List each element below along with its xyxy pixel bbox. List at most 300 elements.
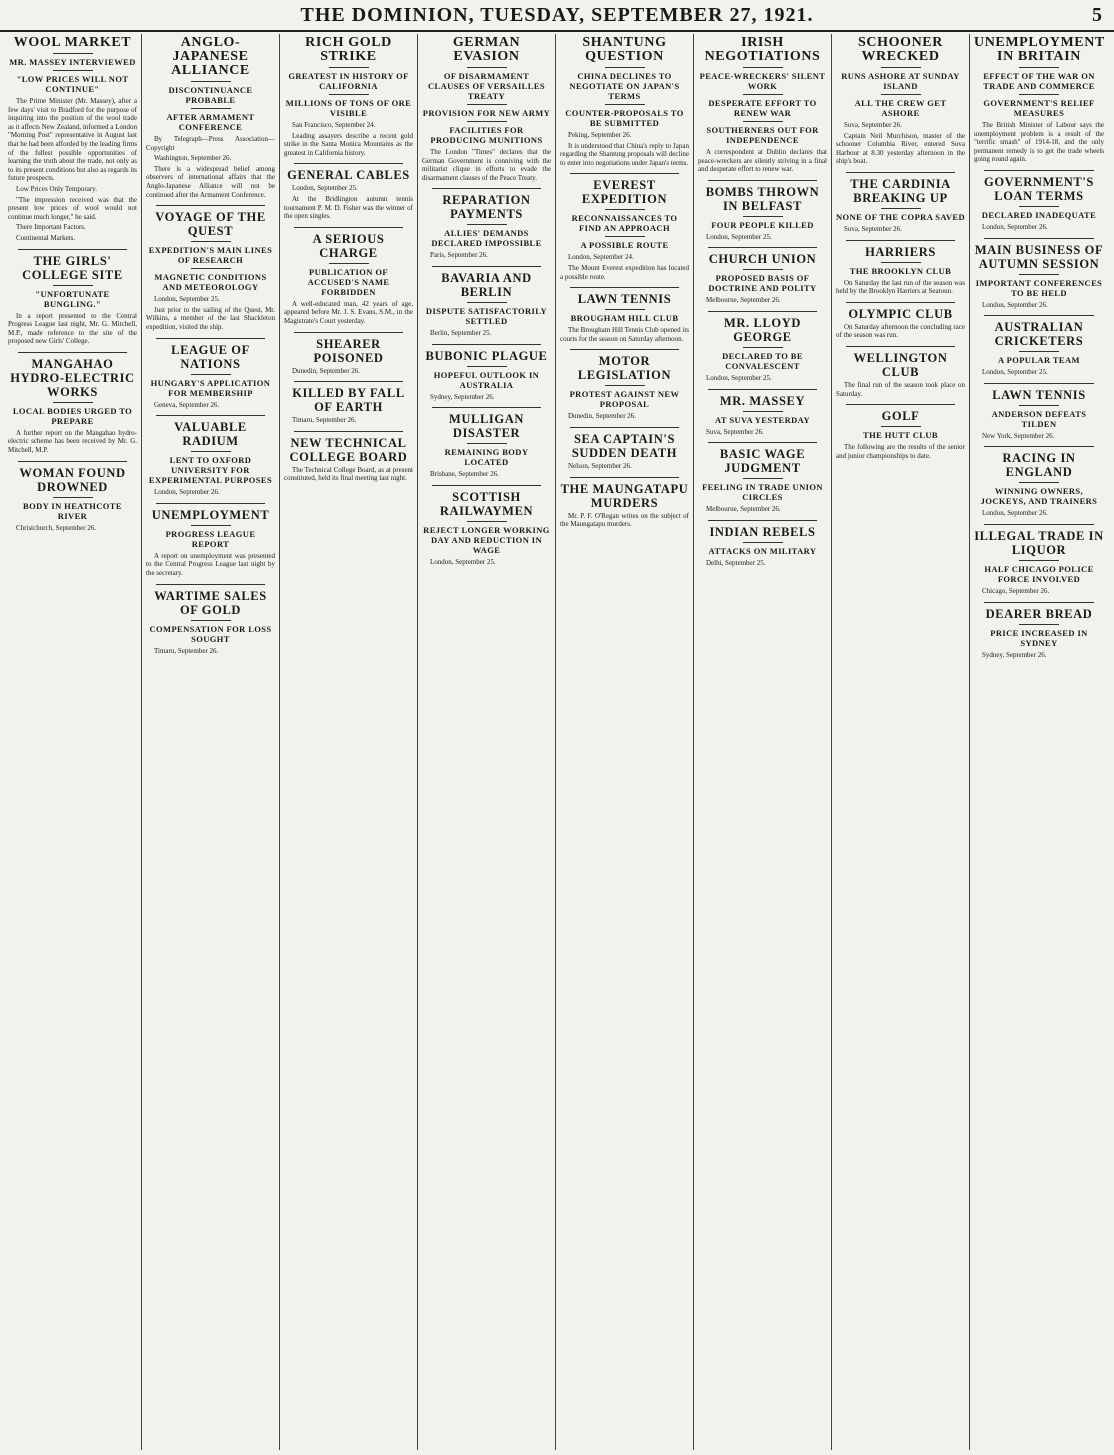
paragraph: There Important Factors. bbox=[16, 223, 86, 232]
article-divider bbox=[708, 180, 817, 181]
headline: THE MAUNGATAPU MURDERS bbox=[560, 481, 689, 510]
paragraph: Suva, September 26. bbox=[706, 427, 764, 436]
article-divider bbox=[570, 349, 679, 350]
article bbox=[146, 205, 275, 331]
column-1 bbox=[4, 34, 142, 1450]
article-divider bbox=[846, 404, 955, 405]
article-divider bbox=[18, 352, 127, 353]
article-divider bbox=[570, 173, 679, 174]
paragraph: The Mount Everest expedition has located a possible route. bbox=[560, 263, 689, 281]
subheadline: REMAINING BODY LOCATED bbox=[444, 447, 529, 468]
article-divider bbox=[294, 381, 403, 382]
deck-divider bbox=[605, 67, 645, 68]
paragraph: London, September 25. bbox=[706, 232, 772, 241]
deck-divider bbox=[467, 104, 507, 105]
headline: SCOTTISH RAILWAYMEN bbox=[439, 489, 534, 518]
paragraph: Paris, September 26. bbox=[430, 251, 488, 260]
article-body bbox=[284, 416, 413, 425]
paragraph: Sydney, September 26. bbox=[982, 650, 1047, 659]
subheadline: AFTER ARMAMENT CONFERENCE bbox=[166, 112, 255, 132]
deck-divider bbox=[605, 236, 645, 237]
subheadline: PROPOSED BASIS OF DOCTRINE AND POLITY bbox=[708, 273, 817, 294]
article-divider bbox=[708, 311, 817, 312]
article bbox=[146, 338, 275, 410]
deck-divider bbox=[881, 426, 921, 427]
article-body bbox=[8, 524, 137, 533]
article-divider bbox=[708, 442, 817, 443]
paragraph: The Prime Minister (Mr. Massey), after a few days' visit to Bradford for the purpose of inquiring into the position of the wool trade as it affects New Zealand, informed a London "Morning Post" representative in August last that he had been afforded by the leading firms of the fullest possible opportunities of learning the truth about the trade, not only as to its present conditions but also as regards its future prospects. bbox=[8, 97, 137, 183]
paragraph: A further report on the Mangahao hydro-electric scheme has been received by Mr. G. Mitchell, M.P. bbox=[8, 428, 137, 455]
headline: KILLED BY FALL OF EARTH bbox=[292, 386, 405, 415]
headline: UNEMPLOYMENT bbox=[151, 507, 270, 522]
article bbox=[422, 485, 551, 567]
article-body bbox=[974, 121, 1104, 164]
headline: WOMAN FOUND DROWNED bbox=[19, 465, 126, 494]
deck-divider bbox=[467, 67, 507, 68]
paragraph: On Saturday afternoon the concluding race of the season was run. bbox=[836, 322, 965, 340]
deck-divider bbox=[1019, 94, 1059, 95]
subheadline: RECONNAISSANCES TO FIND AN APPROACH bbox=[571, 213, 678, 234]
article-body bbox=[560, 131, 689, 167]
article-body bbox=[422, 393, 551, 402]
article-divider bbox=[984, 524, 1094, 525]
deck-divider bbox=[467, 443, 507, 444]
article-divider bbox=[846, 172, 955, 173]
article bbox=[836, 172, 965, 234]
paragraph: On Saturday the last run of the season was held by the Brooklyn Harriers at Seatoun. bbox=[836, 278, 965, 296]
article-body bbox=[422, 251, 551, 260]
headline: MOTOR LEGISLATION bbox=[577, 354, 672, 383]
headline: SHEARER POISONED bbox=[313, 336, 384, 365]
headline: LAWN TENNIS bbox=[577, 292, 672, 307]
deck-divider bbox=[743, 542, 783, 543]
article-divider bbox=[708, 247, 817, 248]
article bbox=[560, 427, 689, 471]
article-body bbox=[560, 512, 689, 529]
paragraph: San Francisco, September 24. bbox=[292, 121, 376, 129]
subheadline: OF DISARMAMENT CLAUSES OF VERSAILLES TREATY bbox=[427, 71, 546, 101]
article-body bbox=[836, 443, 965, 460]
subheadline: IMPORTANT CONFERENCES TO BE HELD bbox=[975, 277, 1103, 298]
headline: IRISH NEGOTIATIONS bbox=[704, 35, 821, 64]
article-body bbox=[560, 412, 689, 421]
headline: THE CARDINIA BREAKING UP bbox=[850, 176, 951, 205]
article bbox=[698, 180, 827, 242]
article bbox=[698, 311, 827, 383]
paragraph: In a report presented to the Central Progress League last night, Mr. G. Mitchell, M.P., made reference to the site of the proposed new Girls' College. bbox=[8, 311, 137, 346]
deck-divider bbox=[191, 108, 231, 109]
deck-divider bbox=[191, 241, 231, 242]
headline: WELLINGTON CLUB bbox=[853, 350, 948, 379]
article-divider bbox=[156, 503, 265, 504]
article bbox=[8, 36, 137, 243]
subheadline: NONE OF THE COPRA SAVED bbox=[836, 211, 966, 222]
article-divider bbox=[294, 332, 403, 333]
article-body bbox=[284, 300, 413, 326]
subheadline: ALLIES' DEMANDS DECLARED IMPOSSIBLE bbox=[431, 228, 542, 249]
paragraph: Brisbane, September 26. bbox=[430, 470, 499, 479]
article-body bbox=[146, 552, 275, 578]
deck-divider bbox=[53, 70, 93, 71]
article-body bbox=[974, 301, 1104, 310]
article bbox=[560, 349, 689, 421]
article-divider bbox=[984, 238, 1094, 239]
subheadline: DISPUTE SATISFACTORILY SETTLED bbox=[425, 305, 548, 326]
article-divider bbox=[570, 477, 679, 478]
paragraph: A correspondent at Dublin declares that peace-wreckers are silently striving in a final and desperate effort to renew war. bbox=[698, 148, 827, 174]
deck-divider bbox=[1019, 274, 1059, 275]
article bbox=[560, 477, 689, 529]
deck-divider bbox=[743, 478, 783, 479]
paragraph: Sydney, September 26. bbox=[430, 392, 495, 401]
article bbox=[422, 407, 551, 479]
paragraph: Suva, September 26. bbox=[844, 121, 902, 129]
article bbox=[284, 332, 413, 376]
article-body bbox=[698, 296, 827, 305]
column-5 bbox=[556, 34, 694, 1450]
paragraph: By Telegraph—Press Association—Copyright bbox=[146, 135, 275, 152]
article-body bbox=[560, 253, 689, 281]
subheadline: SOUTHERNERS OUT FOR INDEPENDENCE bbox=[706, 125, 819, 145]
article-body bbox=[836, 279, 965, 296]
subheadline: HUNGARY'S APPLICATION FOR MEMBERSHIP bbox=[150, 377, 271, 398]
article bbox=[836, 346, 965, 398]
article-divider bbox=[984, 602, 1094, 603]
deck-divider bbox=[605, 104, 645, 105]
page-number: 5 bbox=[1092, 4, 1102, 26]
deck-divider bbox=[881, 208, 921, 209]
headline: BASIC WAGE JUDGMENT bbox=[719, 447, 806, 476]
article-divider bbox=[432, 407, 541, 408]
article-body bbox=[698, 428, 827, 437]
subheadline: PROVISION FOR NEW ARMY bbox=[422, 108, 551, 118]
deck-divider bbox=[743, 269, 783, 270]
column-7 bbox=[832, 34, 970, 1450]
paragraph: The London "Times" declares that the German Government is conniving with the militarist clique in efforts to evade the disarmament clauses of the Peace Treaty. bbox=[422, 148, 551, 182]
article bbox=[698, 36, 827, 174]
subheadline: COMPENSATION FOR LOSS SOUGHT bbox=[149, 623, 272, 644]
article bbox=[8, 461, 137, 533]
article bbox=[422, 344, 551, 402]
paragraph: Leading assayers describe a recent gold strike in the Santa Monica Mountains as the greatest in California history. bbox=[284, 131, 413, 157]
paragraph: Mr. P. F. O'Regan writes on the subject of the Maungatapu murders. bbox=[560, 511, 689, 529]
subheadline: ANDERSON DEFEATS TILDEN bbox=[991, 408, 1087, 429]
article-body bbox=[974, 587, 1104, 596]
paragraph: Washington, September 26. bbox=[154, 154, 232, 163]
article-body bbox=[422, 558, 551, 567]
paragraph: It is understood that China's reply to Japan regarding the Shantung proposals will decline to enter into negotiations under Japan's terms. bbox=[560, 141, 689, 167]
paragraph: The final run of the season took place on Saturday. bbox=[836, 380, 965, 398]
article-body bbox=[836, 225, 965, 234]
subheadline: GREATEST IN HISTORY OF CALIFORNIA bbox=[288, 71, 409, 91]
headline: GOVERNMENT'S LOAN TERMS bbox=[984, 174, 1094, 203]
paragraph: London, September 25. bbox=[706, 373, 772, 382]
deck-divider bbox=[467, 224, 507, 225]
news-columns bbox=[4, 34, 1110, 1450]
article-body bbox=[284, 466, 413, 483]
article bbox=[974, 602, 1104, 660]
headline: LEAGUE OF NATIONS bbox=[171, 342, 250, 371]
deck-divider bbox=[329, 94, 369, 95]
subheadline: HALF CHICAGO POLICE FORCE INVOLVED bbox=[984, 563, 1094, 584]
article-body bbox=[8, 97, 137, 243]
article bbox=[974, 446, 1104, 518]
paragraph: Peking, September 26. bbox=[568, 131, 632, 139]
article-divider bbox=[984, 170, 1094, 171]
headline: MULLIGAN DISASTER bbox=[449, 412, 524, 441]
article bbox=[560, 36, 689, 167]
article bbox=[698, 520, 827, 568]
paragraph: London, September 26. bbox=[982, 509, 1048, 518]
article bbox=[836, 240, 965, 296]
deck-divider bbox=[743, 121, 783, 122]
article bbox=[146, 584, 275, 656]
deck-divider bbox=[881, 94, 921, 95]
article-divider bbox=[984, 315, 1094, 316]
subheadline: "LOW PRICES WILL NOT CONTINUE" bbox=[16, 74, 129, 94]
headline: DEARER BREAD bbox=[985, 606, 1093, 621]
article-divider bbox=[432, 344, 541, 345]
deck-divider bbox=[1019, 482, 1059, 483]
deck-divider bbox=[467, 366, 507, 367]
paragraph: London, September 25. bbox=[154, 295, 220, 304]
subheadline: COUNTER-PROPOSALS TO BE SUBMITTED bbox=[565, 108, 684, 128]
article-body bbox=[284, 184, 413, 220]
paragraph: Dunedin, September 26. bbox=[292, 366, 361, 375]
paragraph: London, September 25. bbox=[982, 368, 1048, 377]
headline: UNEMPLOYMENT IN BRITAIN bbox=[974, 35, 1105, 64]
article-body bbox=[284, 367, 413, 376]
subheadline: THE BROOKLYN CLUB bbox=[849, 265, 952, 276]
subheadline: PUBLICATION OF ACCUSED'S NAME FORBIDDEN bbox=[307, 266, 390, 297]
subheadline: EXPEDITION'S MAIN LINES OF RESEARCH bbox=[148, 245, 273, 266]
article-body bbox=[422, 148, 551, 182]
paragraph: London, September 25. bbox=[292, 184, 358, 193]
article-body bbox=[698, 505, 827, 514]
paragraph: Berlin, September 25. bbox=[430, 328, 492, 337]
subheadline: DESPERATE EFFORT TO RENEW WAR bbox=[708, 98, 817, 118]
headline: VALUABLE RADIUM bbox=[174, 420, 247, 449]
article-divider bbox=[432, 266, 541, 267]
article-divider bbox=[294, 163, 403, 164]
deck-divider bbox=[53, 497, 93, 498]
deck-divider bbox=[743, 216, 783, 217]
paragraph: Timaru, September 26. bbox=[292, 416, 357, 425]
headline: RICH GOLD STRIKE bbox=[305, 35, 392, 64]
deck-divider bbox=[467, 302, 507, 303]
subheadline: THE HUTT CLUB bbox=[863, 430, 938, 441]
article bbox=[698, 389, 827, 437]
article-body bbox=[146, 488, 275, 497]
paragraph: Geneva, September 26. bbox=[154, 400, 220, 409]
subheadline: PRICE INCREASED IN SYDNEY bbox=[990, 627, 1088, 648]
subheadline: DECLARED TO BE CONVALESCENT bbox=[722, 350, 803, 371]
article-divider bbox=[432, 485, 541, 486]
article bbox=[836, 404, 965, 460]
article-body bbox=[8, 312, 137, 346]
paragraph: Christchurch, September 26. bbox=[16, 523, 97, 532]
subheadline: RUNS ASHORE AT SUNDAY ISLAND bbox=[841, 71, 960, 91]
subheadline: MAGNETIC CONDITIONS AND METEOROLOGY bbox=[154, 272, 267, 293]
article bbox=[284, 163, 413, 220]
headline: SEA CAPTAIN'S SUDDEN DEATH bbox=[571, 431, 678, 460]
subheadline: LOCAL BODIES URGED TO PREPARE bbox=[12, 405, 133, 426]
article-divider bbox=[294, 431, 403, 432]
article-divider bbox=[18, 461, 127, 462]
article-body bbox=[836, 121, 965, 166]
deck-divider bbox=[53, 53, 93, 54]
headline: MR. MASSEY bbox=[719, 393, 806, 408]
subheadline: FEELING IN TRADE UNION CIRCLES bbox=[702, 482, 823, 503]
subheadline: HOPEFUL OUTLOOK IN AUSTRALIA bbox=[433, 369, 540, 390]
article-body bbox=[146, 295, 275, 331]
headline: BOMBS THROWN IN BELFAST bbox=[705, 184, 820, 213]
article-divider bbox=[18, 249, 127, 250]
column-6 bbox=[694, 34, 832, 1450]
deck-divider bbox=[467, 521, 507, 522]
subheadline: ALL THE CREW GET ASHORE bbox=[854, 98, 947, 118]
headline: RACING IN ENGLAND bbox=[1002, 451, 1076, 480]
subheadline: PEACE-WRECKERS' SILENT WORK bbox=[699, 71, 826, 91]
paragraph: The following are the results of the senior and junior championships to date. bbox=[836, 443, 965, 460]
article bbox=[698, 442, 827, 514]
article-divider bbox=[156, 338, 265, 339]
headline: LAWN TENNIS bbox=[992, 387, 1086, 402]
paragraph: London, September 26. bbox=[982, 300, 1048, 309]
subheadline: "UNFORTUNATE BUNGLING." bbox=[35, 288, 110, 309]
paragraph: London, September 24. bbox=[568, 253, 634, 262]
headline: GENERAL CABLES bbox=[287, 168, 410, 183]
article-body bbox=[422, 329, 551, 338]
paragraph: Melbourne, September 26. bbox=[706, 505, 781, 514]
article-divider bbox=[156, 205, 265, 206]
article-body bbox=[974, 223, 1104, 232]
deck-divider bbox=[191, 620, 231, 621]
article bbox=[974, 36, 1104, 164]
deck-divider bbox=[191, 525, 231, 526]
paragraph: "The impression received was that the present low prices of wool would not continue much longer," he said. bbox=[8, 195, 137, 221]
article-body bbox=[974, 368, 1104, 377]
article bbox=[974, 524, 1104, 596]
subheadline: GOVERNMENT'S RELIEF MEASURES bbox=[983, 98, 1095, 118]
deck-divider bbox=[191, 81, 231, 82]
subheadline: DISCONTINUANCE PROBABLE bbox=[168, 85, 253, 105]
article-divider bbox=[570, 427, 679, 428]
deck-divider bbox=[191, 374, 231, 375]
article-divider bbox=[846, 302, 955, 303]
article-body bbox=[974, 651, 1104, 660]
article-divider bbox=[708, 389, 817, 390]
subheadline: PROGRESS LEAGUE REPORT bbox=[165, 528, 256, 549]
paragraph: Chicago, September 26. bbox=[982, 586, 1050, 595]
paragraph: London, September 26. bbox=[982, 222, 1048, 231]
article bbox=[974, 170, 1104, 232]
article bbox=[422, 188, 551, 260]
subheadline: MILLIONS OF TONS OF ORE VISIBLE bbox=[285, 98, 412, 118]
subheadline: EFFECT OF THE WAR ON TRADE AND COMMERCE bbox=[983, 71, 1095, 91]
subheadline: BROUGHAM HILL CLUB bbox=[570, 313, 679, 324]
article bbox=[836, 36, 965, 166]
headline: THE GIRLS' COLLEGE SITE bbox=[22, 253, 123, 282]
article bbox=[974, 383, 1104, 441]
paragraph: The Brougham Hill Tennis Club opened its courts for the season on Saturday afternoon. bbox=[560, 326, 689, 343]
article-divider bbox=[846, 346, 955, 347]
headline: INDIAN REBELS bbox=[709, 524, 816, 539]
masthead bbox=[0, 0, 1114, 32]
deck-divider bbox=[467, 121, 507, 122]
article-divider bbox=[570, 287, 679, 288]
subheadline: DECLARED INADEQUATE bbox=[981, 209, 1097, 220]
deck-divider bbox=[191, 451, 231, 452]
subheadline: MR. MASSEY INTERVIEWED bbox=[9, 57, 136, 67]
subheadline: ATTACKS ON MILITARY bbox=[708, 545, 817, 556]
article bbox=[284, 381, 413, 425]
deck-divider bbox=[743, 94, 783, 95]
article-body bbox=[836, 323, 965, 340]
subheadline: A POPULAR TEAM bbox=[998, 355, 1080, 366]
article-body bbox=[698, 148, 827, 174]
paragraph: New York, September 26. bbox=[982, 431, 1055, 440]
subheadline: LENT TO OXFORD UNIVERSITY FOR EXPERIMENTAL PURPOSES bbox=[148, 455, 273, 486]
headline: WOOL MARKET bbox=[13, 35, 132, 50]
subheadline: CHINA DECLINES TO NEGOTIATE ON JAPAN'S TERMS bbox=[569, 71, 680, 101]
deck-divider bbox=[743, 347, 783, 348]
article-body bbox=[8, 429, 137, 455]
subheadline: FACILITIES FOR PRODUCING MUNITIONS bbox=[430, 125, 543, 145]
deck-divider bbox=[1019, 405, 1059, 406]
article bbox=[560, 287, 689, 343]
article bbox=[422, 266, 551, 338]
article bbox=[146, 415, 275, 497]
article bbox=[836, 302, 965, 340]
article-body bbox=[974, 432, 1104, 441]
article-body bbox=[836, 381, 965, 398]
article bbox=[422, 36, 551, 182]
headline: AUSTRALIAN CRICKETERS bbox=[994, 320, 1084, 349]
article-body bbox=[560, 462, 689, 471]
headline: VOYAGE OF THE QUEST bbox=[155, 210, 266, 239]
article-body bbox=[560, 326, 689, 343]
subheadline: WINNING OWNERS, JOCKEYS, AND TRAINERS bbox=[980, 486, 1098, 507]
headline: NEW TECHNICAL COLLEGE BOARD bbox=[289, 435, 408, 464]
headline: BUBONIC PLAGUE bbox=[425, 348, 548, 363]
deck-divider bbox=[191, 268, 231, 269]
subheadline: A POSSIBLE ROUTE bbox=[580, 240, 669, 251]
deck-divider bbox=[605, 385, 645, 386]
deck-divider bbox=[1019, 206, 1059, 207]
article-body bbox=[422, 470, 551, 479]
headline: HARRIERS bbox=[865, 244, 936, 259]
article bbox=[974, 315, 1104, 377]
subheadline: REJECT LONGER WORKING DAY AND REDUCTION IN WAGE bbox=[423, 524, 550, 555]
deck-divider bbox=[1019, 560, 1059, 561]
paragraph: A report on unemployment was presented to the Central Progress League last night by the secretary. bbox=[146, 551, 275, 577]
deck-divider bbox=[1019, 67, 1059, 68]
paragraph: Just prior to the sailing of the Quest, Mr. Wilkins, a member of the last Shackleton expedition, visited the ship. bbox=[146, 305, 275, 331]
deck-divider bbox=[329, 67, 369, 68]
newspaper-title: THE DOMINION, TUESDAY, SEPTEMBER 27, 1921. bbox=[300, 4, 814, 26]
article bbox=[146, 36, 275, 199]
subheadline: AT SUVA YESTERDAY bbox=[715, 414, 810, 425]
headline: ILLEGAL TRADE IN LIQUOR bbox=[974, 528, 1104, 557]
column-8 bbox=[970, 34, 1108, 1450]
deck-divider bbox=[605, 209, 645, 210]
headline: MANGAHAO HYDRO-ELECTRIC WORKS bbox=[10, 356, 135, 399]
subheadline: FOUR PEOPLE KILLED bbox=[711, 219, 814, 230]
paragraph: At the Bridlington autumn tennis tournament P. M. D. Fisher was the winner of the open singles. bbox=[284, 194, 413, 221]
headline: GERMAN EVASION bbox=[452, 35, 521, 64]
paragraph: Delhi, September 25. bbox=[706, 558, 766, 567]
